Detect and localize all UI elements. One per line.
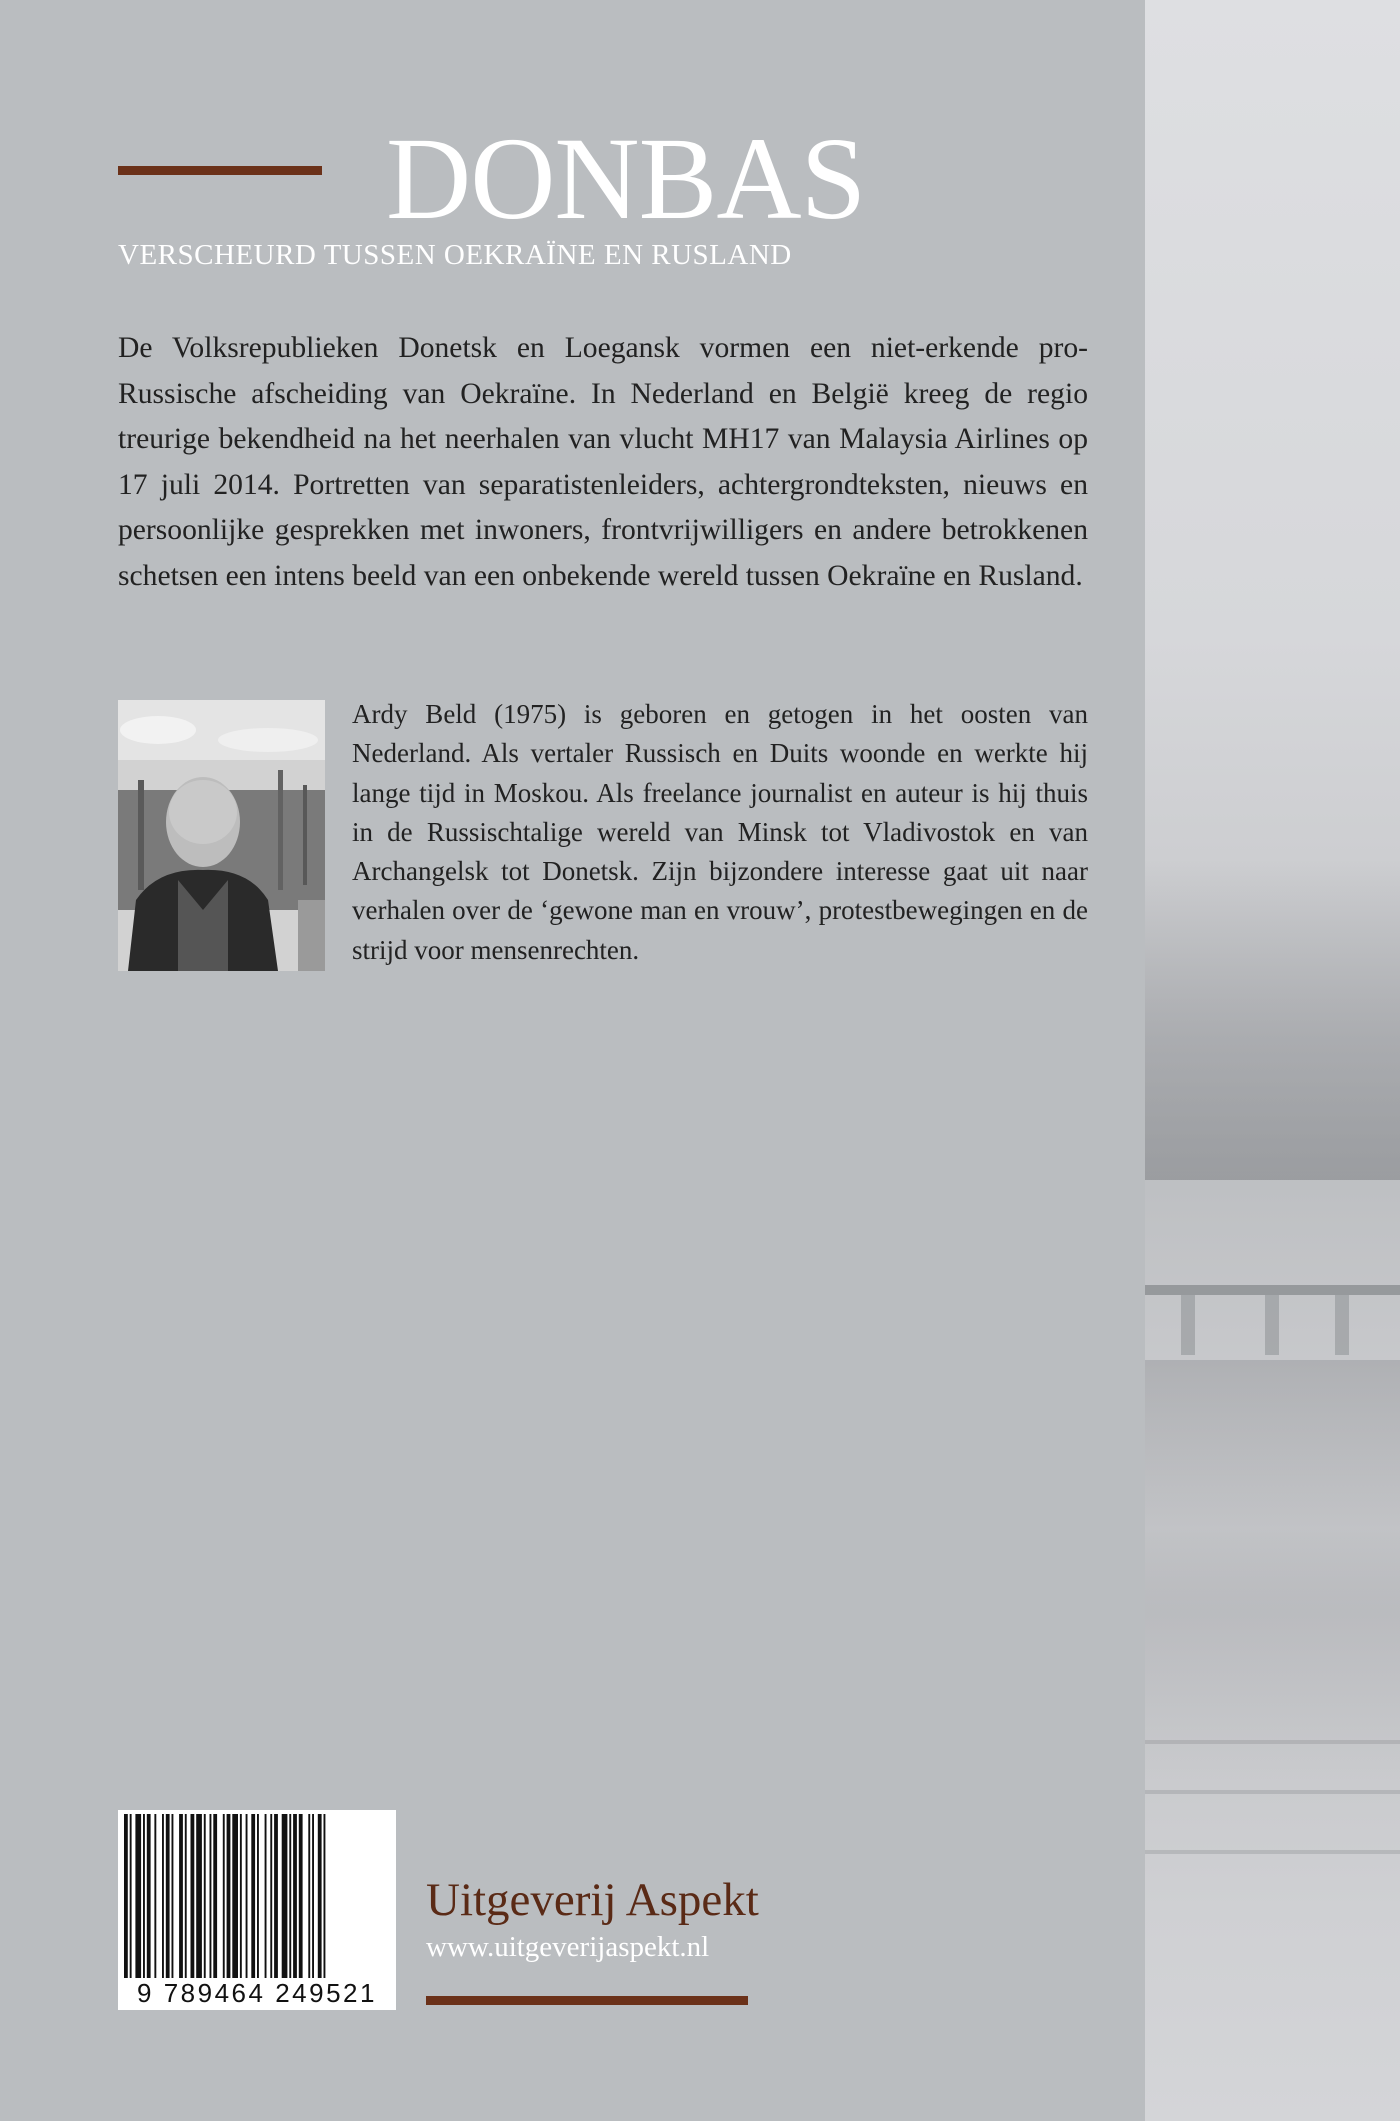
barcode-bar — [172, 1814, 174, 1978]
barcode-bar — [251, 1814, 255, 1978]
bridge-pier — [1265, 1295, 1279, 1355]
author-photo — [118, 700, 325, 971]
publisher-website: www.uitgeverijaspekt.nl — [426, 1931, 710, 1963]
bridge-pier — [1335, 1295, 1349, 1355]
isbn-barcode — [118, 1810, 396, 2010]
barcode-bar — [191, 1814, 195, 1978]
publisher-accent-rule — [426, 1996, 748, 2005]
barcode-bar — [223, 1814, 225, 1978]
book-title: DONBAS — [386, 113, 866, 244]
barcode-bar — [154, 1814, 156, 1978]
fog-layer — [1145, 860, 1400, 1180]
barcode-bar — [185, 1814, 187, 1978]
barcode-bar — [143, 1814, 145, 1978]
water-reflection — [1145, 1360, 1400, 1780]
barcode-bar — [282, 1814, 288, 1978]
barcode-bar — [312, 1814, 314, 1978]
water-ripple — [1145, 1790, 1400, 1794]
barcode-bar — [293, 1814, 297, 1978]
barcode-bar — [299, 1814, 303, 1978]
barcode-bar — [289, 1814, 291, 1978]
fog-bridge-photo — [1145, 0, 1400, 2121]
book-blurb: De Volksrepublieken Donetsk en Loegansk vormen een niet-erkende pro-Russische afscheiding van Oekraïne. In Nederland en België kreeg de regio treurige bekendheid na het neerhalen van vlucht MH17 van Malaysia Airlines op 17 juli 2014. Portretten van separatistenleiders, achtergrondteksten, nieuws en persoonlijke gesprekken met inwoners, frontvrijwilligers en andere betrokkenen schetsen een intens beeld van een onbekende wereld tussen Oekraïne en Rusland. — [118, 332, 1088, 592]
publisher-name: Uitgeverij Aspekt — [426, 1874, 759, 1926]
barcode-bar — [227, 1814, 231, 1978]
barcode-bar — [318, 1814, 322, 1978]
isbn-number: 9 789464 249521 — [118, 1978, 396, 2008]
water-ripple — [1145, 1850, 1400, 1854]
barcode-bar — [232, 1814, 238, 1978]
barcode-bar — [274, 1814, 278, 1978]
barcode-bar — [308, 1814, 310, 1978]
barcode-bar — [240, 1814, 242, 1978]
title-accent-rule — [118, 166, 322, 175]
barcode-bar — [130, 1814, 132, 1978]
bridge-pier — [1181, 1295, 1195, 1355]
barcode-bar — [324, 1814, 326, 1978]
barcode-bar — [213, 1814, 217, 1978]
barcode-bar — [124, 1814, 128, 1978]
barcode-bar — [135, 1814, 141, 1978]
barcode-bar — [162, 1814, 164, 1978]
water-ripple — [1145, 1740, 1400, 1744]
barcode-bar — [196, 1814, 202, 1978]
barcode-bar — [179, 1814, 183, 1978]
bridge-silhouette — [1145, 1285, 1400, 1295]
book-subtitle: VERSCHEURD TUSSEN OEKRAÏNE EN RUSLAND — [118, 239, 792, 271]
barcode-bar — [204, 1814, 206, 1978]
barcode-bar — [246, 1814, 248, 1978]
barcode-bar — [166, 1814, 170, 1978]
barcode-bar — [257, 1814, 259, 1978]
barcode-bar — [210, 1814, 212, 1978]
barcode-bar — [147, 1814, 151, 1978]
author-bio: Ardy Beld (1975) is geboren en getogen in het oosten van Nederland. Als vertaler Russisch en Duits woonde en werkte hij lange tijd in Moskou. Als freelance journalist en auteur is hij thuis in de Russischtalige wereld van Minsk tot Vladivostok en van Archangelsk tot Donetsk. Zijn bijzondere interesse gaat uit naar verhalen over de ‘gewone man en vrouw’, protestbewegingen en de strijd voor mensenrechten. — [352, 699, 1088, 965]
barcode-bar — [265, 1814, 267, 1978]
barcode-bar — [270, 1814, 272, 1978]
